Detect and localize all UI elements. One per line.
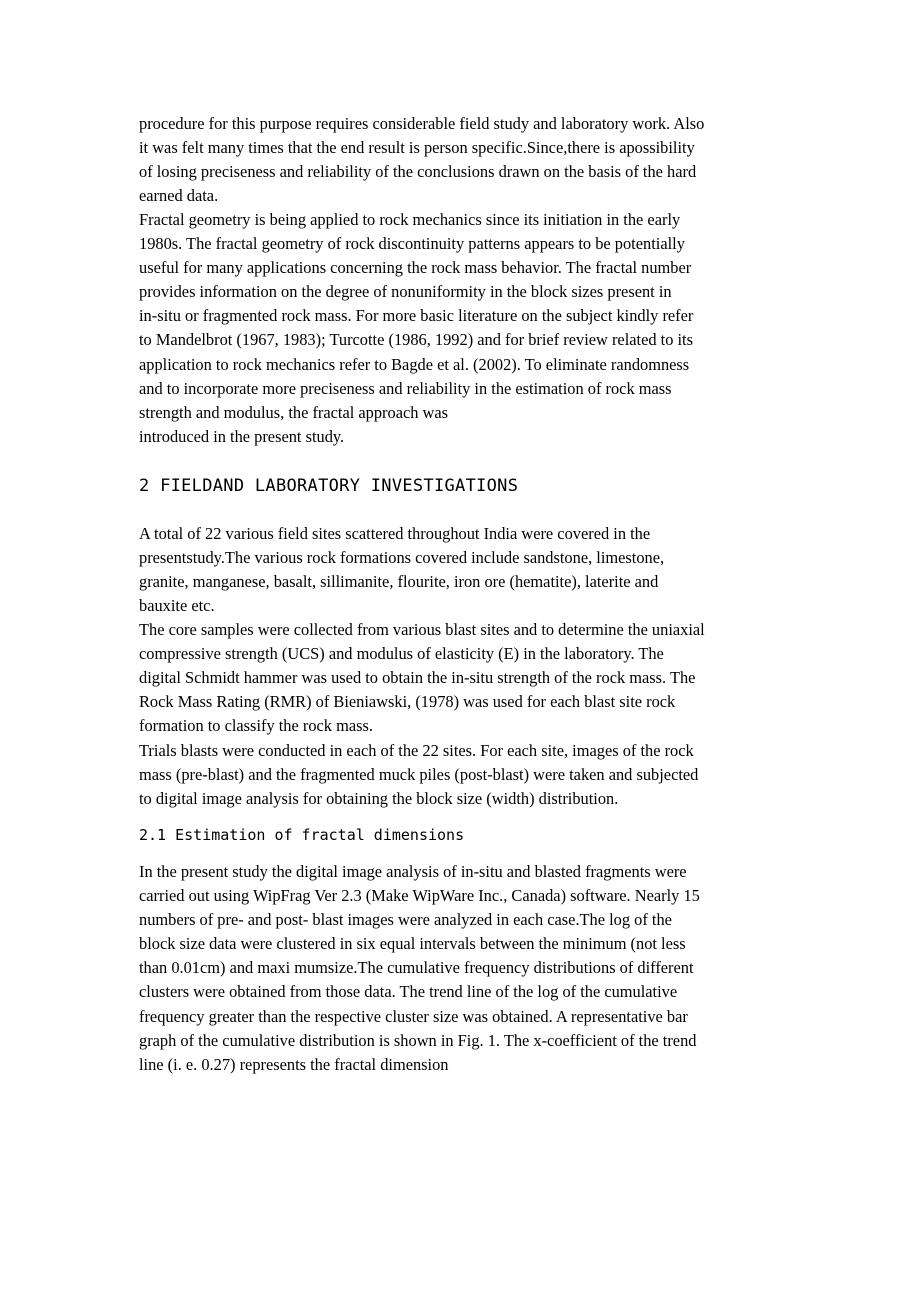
text-line: provides information on the degree of nonuniformity in the block sizes present in — [139, 282, 672, 302]
text-line: block size data were clustered in six equal intervals between the minimum (not less — [139, 934, 686, 954]
intro-paragraph-2 — [139, 208, 693, 449]
text-line: digital Schmidt hammer was used to obtain the in-situ strength of the rock mass. The — [139, 668, 696, 688]
text-line: application to rock mechanics refer to Bagde et al. (2002). To eliminate randomness — [139, 354, 690, 374]
text-line: than 0.01cm) and maxi mumsize.The cumulative frequency distributions of different — [139, 958, 694, 978]
section-2-paragraph-1 — [139, 522, 664, 618]
text-line: useful for many applications concerning the rock mass behavior. The fractal number — [139, 258, 692, 278]
text-line: granite, manganese, basalt, sillimanite, flourite, iron ore (hematite), laterite and — [139, 572, 659, 592]
text-line: of losing preciseness and reliability of the conclusions drawn on the basis of the hard — [139, 162, 697, 182]
text-line: clusters were obtained from those data. The trend line of the log of the cumulative — [139, 982, 678, 1002]
section-2-paragraph-3 — [139, 739, 698, 811]
text-line: Trials blasts were conducted in each of the 22 sites. For each site, images of the rock — [139, 741, 694, 760]
text-line: and to incorporate more preciseness and reliability in the estimation of rock mass — [139, 378, 672, 398]
text-line: earned data. — [139, 186, 219, 206]
subsection-heading: 2.1 Estimation of fractal dimensions — [139, 826, 465, 844]
text-line: to Mandelbrot (1967, 1983); Turcotte (1986, 1992) and for brief review related to its — [139, 330, 693, 350]
text-line: graph of the cumulative distribution is shown in Fig. 1. The x-coefficient of the trend — [139, 1030, 697, 1050]
text-line: Fractal geometry is being applied to rock mechanics since its initiation in the early — [139, 210, 681, 229]
text-line: strength and modulus, the fractal approach was — [139, 402, 449, 422]
text-line: procedure for this purpose requires considerable field study and laboratory work. Also — [139, 114, 705, 133]
section-2-1-paragraph-1 — [139, 860, 700, 1077]
text-line: A total of 22 various field sites scattered throughout India were covered in the — [139, 524, 651, 543]
text-line: it was felt many times that the end result is person specific.Since,there is apossibility — [139, 138, 695, 158]
section-2-paragraph-2 — [139, 618, 705, 738]
text-line: 1980s. The fractal geometry of rock discontinuity patterns appears to be potentially — [139, 234, 685, 254]
text-line: numbers of pre- and post- blast images were analyzed in each case.The log of the — [139, 910, 672, 930]
text-line: presentstudy.The various rock formations covered include sandstone, limestone, — [139, 548, 665, 568]
section-heading: 2 FIELDAND LABORATORY INVESTIGATIONS — [139, 476, 519, 496]
text-line: The core samples were collected from various blast sites and to determine the uniaxial — [139, 620, 705, 639]
text-line: compressive strength (UCS) and modulus of elasticity (E) in the laboratory. The — [139, 644, 664, 664]
intro-paragraph-1 — [139, 112, 704, 208]
text-line: line (i. e. 0.27) represents the fractal dimension — [139, 1054, 449, 1074]
text-line: In the present study the digital image analysis of in-situ and blasted fragments were — [139, 862, 687, 881]
text-line: to digital image analysis for obtaining the block size (width) distribution. — [139, 789, 619, 809]
text-line: bauxite etc. — [139, 596, 215, 616]
text-line: carried out using WipFrag Ver 2.3 (Make WipWare Inc., Canada) software. Nearly 15 — [139, 886, 700, 906]
text-line: in-situ or fragmented rock mass. For more basic literature on the subject kindly refer — [139, 306, 694, 326]
text-line: Rock Mass Rating (RMR) of Bieniawski, (1978) was used for each blast site rock — [139, 692, 676, 712]
text-line: introduced in the present study. — [139, 426, 345, 446]
text-line: frequency greater than the respective cluster size was obtained. A representative bar — [139, 1006, 688, 1026]
text-line: mass (pre-blast) and the fragmented muck piles (post-blast) were taken and subjected — [139, 765, 699, 785]
text-line: formation to classify the rock mass. — [139, 716, 373, 736]
